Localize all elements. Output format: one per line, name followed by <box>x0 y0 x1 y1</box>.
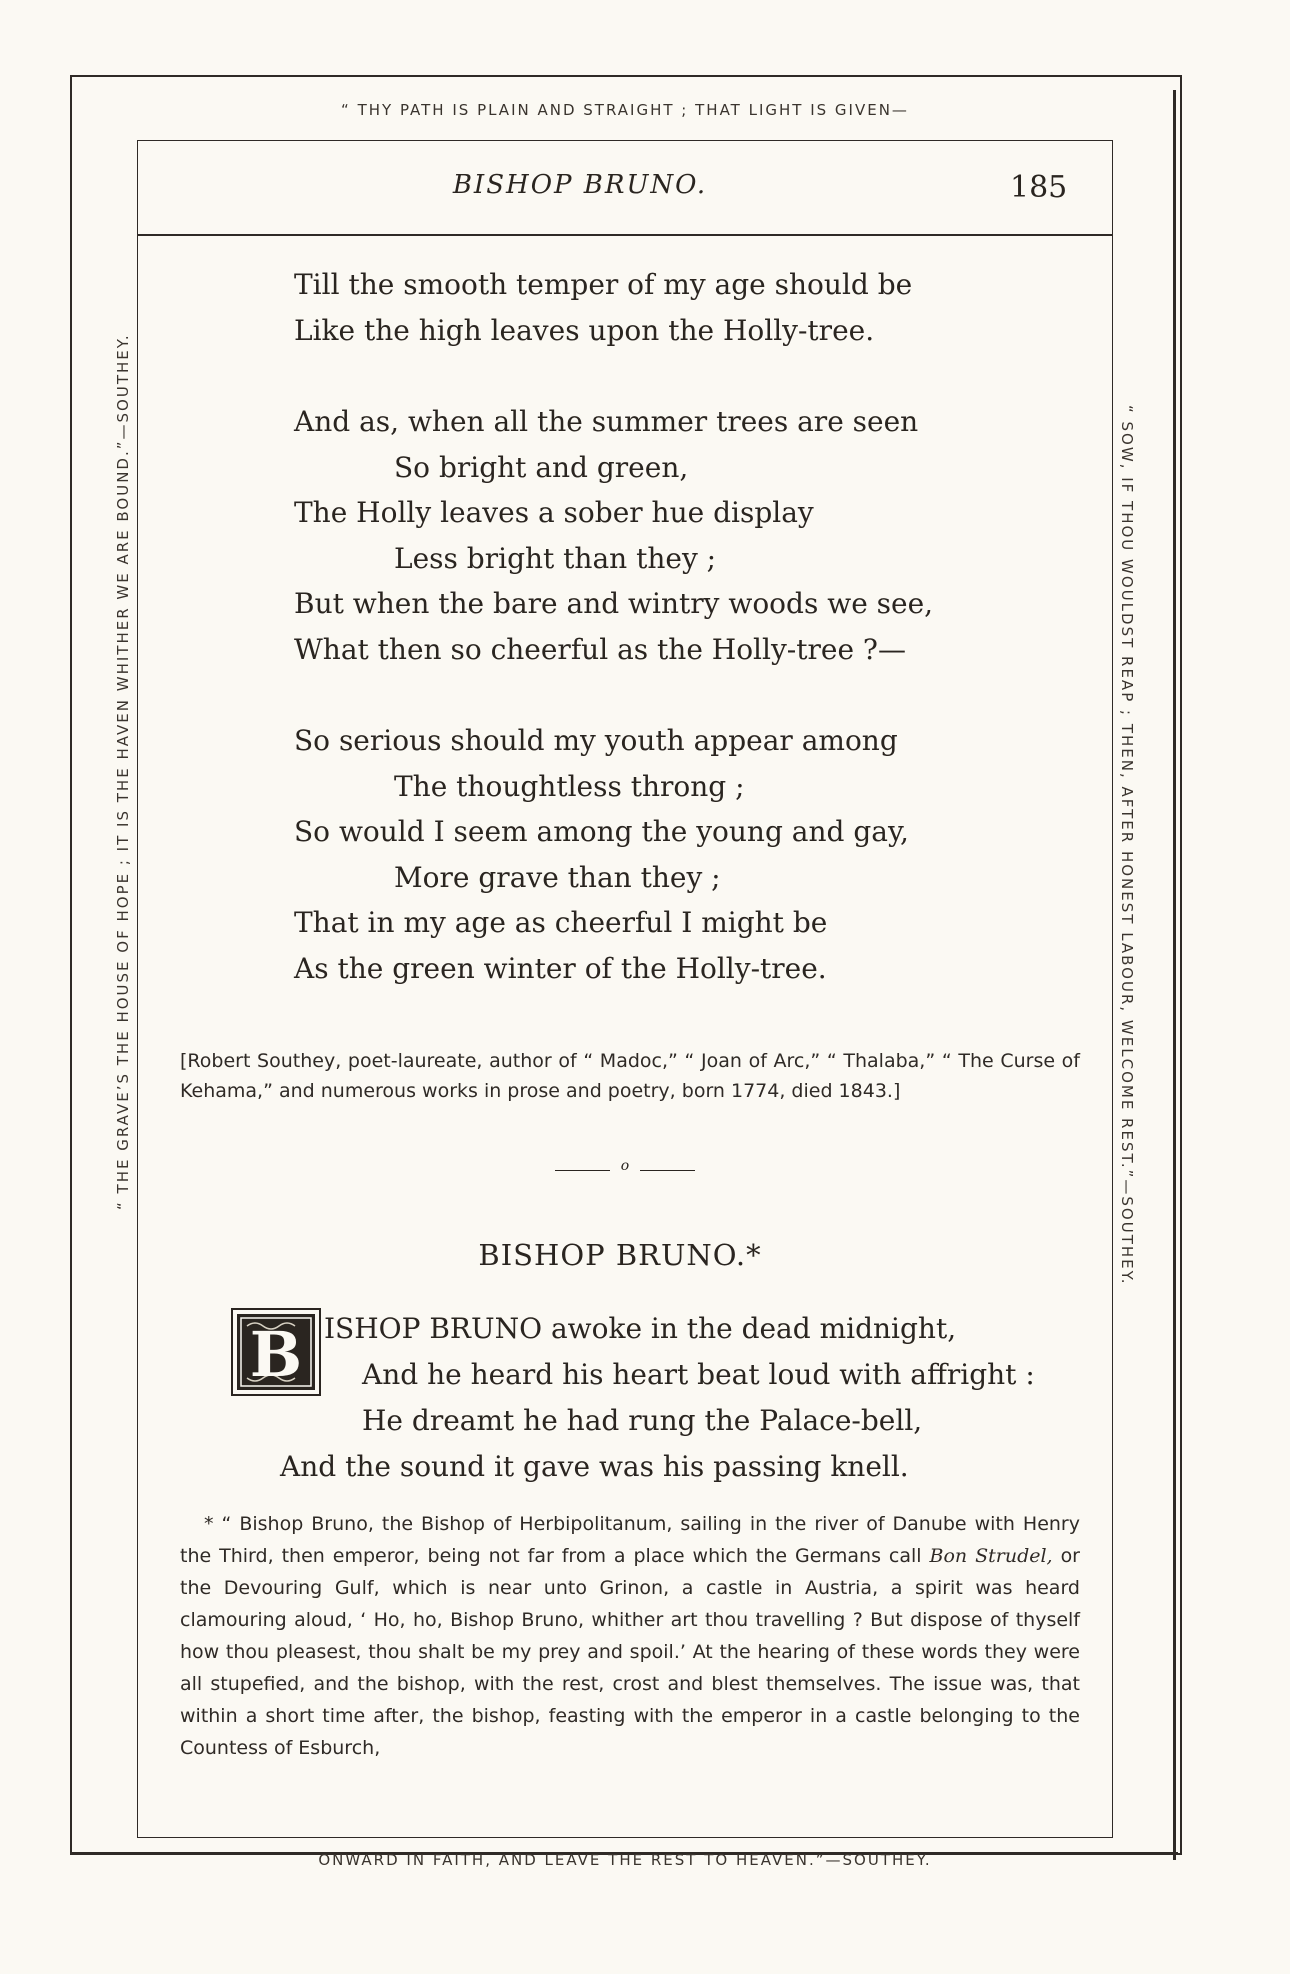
page-number: 185 <box>1010 170 1068 205</box>
running-title: BISHOP BRUNO. <box>452 170 708 200</box>
motto-top: “ THY PATH IS PLAIN AND STRAIGHT ; THAT LIGHT IS GIVEN— <box>341 101 909 119</box>
footnote-text-after: or the Devouring Gulf, which is near unto Grinon, a castle in Austria, a spirit was heard clamouring aloud, ‘ Ho, ho, Bishop Bruno, whither art thou travelling ? But dispose of thyself how thou pleasest, thou shalt be my prey and spoil.’ At the hearing of these words they were all stupefied, and the bishop, with the rest, crost and blest themselves. The issue was, that within a short time after, the bishop, feasting with the emperor in a castle belonging to the Countess of Esburch, <box>180 1545 1080 1759</box>
stanza-line: And the sound it gave was his passing knell. <box>280 1450 909 1483</box>
footnote-text-before: “ Bishop Bruno, the Bishop of Herbipolitanum, sailing in the river of Danube with Henry the Third, then emperor, being not far from a place which the Germans call <box>180 1513 1080 1567</box>
header-rule <box>137 234 1113 236</box>
motto-right: “ SOW, IF THOU WOULDST REAP ; THEN, AFTER HONEST LABOUR, WELCOME REST.”—SOUTHEY. <box>1118 405 1136 1286</box>
footnote-mark: * <box>204 1513 214 1535</box>
stanza-line: He dreamt he had rung the Palace-bell, <box>362 1404 923 1437</box>
poem-line: The Holly leaves a sober hue display <box>294 496 814 529</box>
bruno-stanza <box>280 1306 1080 1490</box>
motto-left: “ THE GRAVE’S THE HOUSE OF HOPE ; IT IS THE HAVEN WHITHER WE ARE BOUND.”—SOUTHEY. <box>114 333 132 1210</box>
poem-line: But when the bare and wintry woods we see, <box>294 587 934 620</box>
poem-line: So bright and green, <box>394 450 689 484</box>
poem-line: So would I seem among the young and gay, <box>294 815 909 848</box>
stanza-line: And he heard his heart beat loud with affright : <box>362 1358 1035 1391</box>
separator-rule-right <box>640 1170 695 1171</box>
poem-line: And as, when all the summer trees are seen <box>294 405 919 438</box>
motto-bottom: ONWARD IN FAITH, AND LEAVE THE REST TO HEAVEN.”—SOUTHEY. <box>318 1851 932 1869</box>
poem-line: What then so cheerful as the Holly-tree ?— <box>294 632 906 666</box>
section-title: BISHOP BRUNO.* <box>478 1238 762 1272</box>
poem <box>294 262 1094 991</box>
section-separator <box>555 1158 695 1182</box>
footnote <box>180 1508 1080 1764</box>
poem-line: As the green winter of the Holly-tree. <box>294 951 827 985</box>
drop-cap-letter: B <box>249 1318 303 1391</box>
poem-line: That in my age as cheerful I might be <box>294 906 828 939</box>
poem-line: So serious should my youth appear among <box>294 724 898 757</box>
separator-rule-left <box>555 1170 610 1171</box>
outer-border-right-shadow <box>1173 90 1176 1860</box>
poem-line: More grave than they ; <box>394 860 721 894</box>
stanza-line: ISHOP BRUNO awoke in the dead midnight, <box>324 1312 957 1345</box>
separator-mark: o <box>620 1158 630 1174</box>
author-attribution: [Robert Southey, poet-laureate, author of “ Madoc,” “ Joan of Arc,” “ Thalaba,” “ The Curse of Kehama,” and numerous works in prose and poetry, born 1774, died 1843.] <box>180 1050 1080 1102</box>
stanza-gap <box>294 672 1094 718</box>
poem-line: The thoughtless throng ; <box>394 769 745 803</box>
poem-line: Till the smooth temper of my age should be <box>294 268 913 301</box>
poem-line: Less bright than they ; <box>394 541 717 575</box>
poem-line: Like the high leaves upon the Holly-tree. <box>294 313 875 347</box>
stanza-gap <box>294 353 1094 399</box>
footnote-italic: Bon Strudel, <box>929 1545 1053 1567</box>
